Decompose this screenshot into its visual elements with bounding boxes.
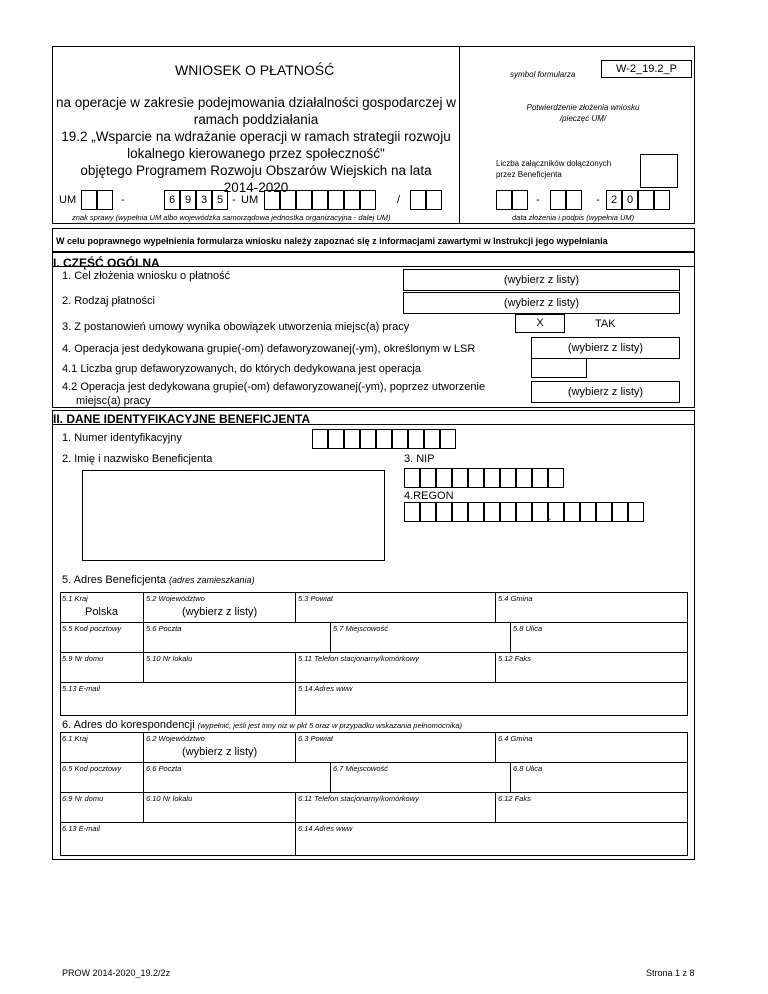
regon-cell[interactable] <box>532 502 548 522</box>
grid-rule <box>60 762 688 763</box>
addr-poczta-label: 5.6 Poczta <box>146 624 182 633</box>
case-cell[interactable] <box>328 190 344 210</box>
subtitle-line: lokalnego kierowanego przez społeczność" <box>127 146 385 161</box>
regon-cell[interactable] <box>452 502 468 522</box>
q1-select[interactable]: (wybierz z listy) <box>403 269 680 291</box>
date-cell[interactable] <box>566 190 582 210</box>
date-cell[interactable]: 2 <box>606 190 622 210</box>
addr-faks-label: 5.12 Faks <box>498 654 531 663</box>
corr-ulica-label: 6.8 Ulica <box>513 764 543 773</box>
corr-tel-label: 6.11 Telefon stacjonarny/komórkowy <box>298 794 419 803</box>
date-cell[interactable]: 0 <box>622 190 638 210</box>
header-divider <box>459 46 460 224</box>
corr-woj-select[interactable]: (wybierz z listy) <box>182 746 258 758</box>
case-cell[interactable] <box>296 190 312 210</box>
corr-heading <box>62 719 462 731</box>
attachments-line: przez Beneficjenta <box>496 170 562 179</box>
nip-cell[interactable] <box>548 468 564 488</box>
date-cell[interactable] <box>496 190 512 210</box>
corr-faks-label: 6.12 Faks <box>498 794 531 803</box>
attachments-line: Liczba załączników dołączonych <box>496 159 612 168</box>
date-dash: - <box>596 194 600 206</box>
address-heading-note: (adres zamieszkania) <box>169 575 255 585</box>
regon-cell[interactable] <box>516 502 532 522</box>
grid-rule <box>330 622 331 652</box>
nip-cell[interactable] <box>500 468 516 488</box>
regon-cell[interactable] <box>596 502 612 522</box>
case-cell[interactable]: 6 <box>164 190 180 210</box>
addr-powiat-label: 5.3 Powiat <box>298 594 334 603</box>
corr-kod-label: 6.5 Kod pocztowy <box>62 764 122 773</box>
corr-dom-label: 6.9 Nr domu <box>62 794 104 803</box>
id-cell[interactable] <box>312 429 328 449</box>
corr-www-label: 6.14 Adres www <box>298 824 353 833</box>
case-cell[interactable] <box>410 190 426 210</box>
section1-title: I. CZĘŚĆ OGÓLNA <box>53 256 160 270</box>
grid-rule <box>295 652 296 716</box>
footer-doc-id: PROW 2014-2020_19.2/2z <box>62 968 171 978</box>
addr-woj-select[interactable]: (wybierz z listy) <box>182 606 258 618</box>
addr-lokal-label: 5.10 Nr lokalu <box>146 654 193 663</box>
case-cell[interactable] <box>360 190 376 210</box>
regon-cell[interactable] <box>484 502 500 522</box>
instruction-text: W celu poprawnego wypełnienia formularza wniosku należy zapoznać się z informacjami zawartymi w Instrukcji jego wypełniania <box>56 236 608 246</box>
addr-miejsc-label: 5.7 Miejscowość <box>333 624 389 633</box>
corr-kraj-label: 6.1 Kraj <box>62 734 88 743</box>
q4-select[interactable]: (wybierz z listy) <box>531 337 680 359</box>
case-cell[interactable] <box>264 190 280 210</box>
case-cell[interactable] <box>344 190 360 210</box>
q3-checkbox[interactable] <box>515 314 565 333</box>
grid-rule <box>60 682 688 683</box>
q42-line: 4.2 Operacja jest dedykowana grupie(-om) defaworyzowanej(-ym), poprzez utworzenie <box>62 381 486 393</box>
case-cell[interactable]: 3 <box>196 190 212 210</box>
corr-heading-text: 6. Adres do korespondencji <box>62 719 195 731</box>
subtitle-line: ramach poddziałania <box>193 112 319 127</box>
addr-www-label: 5.14 Adres www <box>298 684 353 693</box>
confirmation-line: Potwierdzenie złożenia wniosku <box>526 103 640 112</box>
address-heading <box>62 574 255 586</box>
subtitle-line: 2014-2020 <box>223 180 289 195</box>
regon-cell[interactable] <box>404 502 420 522</box>
corr-lokal-label: 6.10 Nr lokalu <box>146 794 193 803</box>
q2-select[interactable]: (wybierz z listy) <box>403 292 680 314</box>
addr-gmina-label: 5.4 Gmina <box>498 594 533 603</box>
addr-woj-label: 5.2 Województwo <box>146 594 205 603</box>
subtitle-line: objętego Programem Rozwoju Obszarów Wiejskich na lata <box>80 163 432 178</box>
s2q1-label: 1. Numer identyfikacyjny <box>62 432 182 444</box>
corr-heading-note: (wypełnić, jeśli jest inny niż w pkt 5 oraz w przypadku wskazania pełnomocnika) <box>197 721 463 730</box>
corr-miejsc-label: 6.7 Miejscowość <box>333 764 389 773</box>
corr-poczta-label: 6.6 Poczta <box>146 764 182 773</box>
grid-rule <box>60 822 688 823</box>
nip-cell[interactable] <box>436 468 452 488</box>
q3-tak: TAK <box>595 318 616 330</box>
nip-cell[interactable] <box>452 468 468 488</box>
grid-rule <box>295 592 296 622</box>
nip-cell[interactable] <box>420 468 436 488</box>
regon-cell[interactable] <box>436 502 452 522</box>
grid-rule <box>295 792 296 856</box>
form-symbol-label: symbol formularza <box>510 70 576 79</box>
case-dash: - <box>121 194 125 206</box>
corr-gmina-label: 6.4 Gmina <box>498 734 533 743</box>
grid-rule <box>60 622 688 623</box>
case-cell[interactable] <box>81 190 97 210</box>
nip-cell[interactable] <box>468 468 484 488</box>
confirmation-line: /pieczęć UM/ <box>559 114 607 123</box>
q41-input[interactable] <box>531 358 587 378</box>
footer-page-number: Strona 1 z 8 <box>646 968 695 978</box>
attachments-label <box>496 158 611 180</box>
regon-dash: - <box>548 514 551 524</box>
date-dash: - <box>536 194 540 206</box>
s2q3-label: 3. NIP <box>404 453 435 465</box>
name-input[interactable] <box>82 470 385 561</box>
id-cell[interactable] <box>440 429 456 449</box>
grid-rule <box>295 732 296 762</box>
q1-label: 1. Cel złożenia wniosku o płatność <box>62 270 231 282</box>
id-cell[interactable] <box>376 429 392 449</box>
case-cell[interactable] <box>280 190 296 210</box>
q42-label <box>62 380 485 408</box>
q3-label: 3. Z postanowień umowy wynika obowiązek utworzenia miejsc(a) pracy <box>62 321 410 333</box>
case-um-label: UM <box>59 194 77 206</box>
id-cell[interactable] <box>344 429 360 449</box>
section2-title-rule <box>52 424 695 425</box>
nip-cell[interactable] <box>516 468 532 488</box>
q4-label: 4. Operacja jest dedykowana grupie(-om) defaworyzowanej(-ym), określonym w LSR <box>62 343 476 355</box>
id-cell[interactable] <box>328 429 344 449</box>
case-cell[interactable]: 5 <box>212 190 228 210</box>
form-symbol: W-2_19.2_P <box>616 63 677 75</box>
addr-kraj-label: 5.1 Kraj <box>62 594 88 603</box>
regon-cell[interactable] <box>628 502 644 522</box>
form-subtitle <box>54 94 458 196</box>
case-cell[interactable]: 9 <box>180 190 196 210</box>
regon-cell[interactable] <box>612 502 628 522</box>
q42-select[interactable]: (wybierz z listy) <box>531 381 680 403</box>
id-cell[interactable] <box>392 429 408 449</box>
addr-kod-label: 5.5 Kod pocztowy <box>62 624 122 633</box>
date-cell[interactable] <box>654 190 670 210</box>
addr-email-label: 5.13 E-mail <box>62 684 100 693</box>
grid-rule <box>495 792 496 822</box>
addr-tel-label: 5.11 Telefon stacjonarny/komórkowy <box>298 654 419 663</box>
section1-title-rule <box>52 266 695 267</box>
subtitle-line: na operacje w zakresie podejmowania działalności gospodarczej w <box>56 95 456 110</box>
id-cell[interactable] <box>424 429 440 449</box>
attachments-count-input[interactable] <box>640 154 678 188</box>
addr-ulica-label: 5.8 Ulica <box>513 624 543 633</box>
grid-rule <box>143 732 144 822</box>
s2q2-label: 2. Imię i nazwisko Beneficjenta <box>62 453 213 465</box>
section2-title: II. DANE IDENTYFIKACYJNE BENEFICJENTA <box>53 412 311 426</box>
date-cell[interactable] <box>638 190 654 210</box>
date-note: data złożenia i podpis (wypełnia UM) <box>512 213 635 222</box>
regon-cell[interactable] <box>580 502 596 522</box>
subtitle-line: 19.2 „Wsparcie na wdrażanie operacji w ramach strategii rozwoju <box>61 129 451 144</box>
q3-check-mark: X <box>536 317 544 329</box>
case-um2-label: UM <box>241 194 259 206</box>
q2-label: 2. Rodzaj płatności <box>62 295 155 307</box>
corr-woj-label: 6.2 Województwo <box>146 734 205 743</box>
nip-cell[interactable] <box>404 468 420 488</box>
nip-cell[interactable] <box>532 468 548 488</box>
grid-rule <box>495 652 496 682</box>
address-heading-text: 5. Adres Beneficjenta <box>62 574 166 586</box>
addr-kraj-value[interactable]: Polska <box>85 606 119 618</box>
date-cell[interactable] <box>550 190 566 210</box>
form-title: WNIOSEK O PŁATNOŚĆ <box>175 62 335 78</box>
corr-powiat-label: 6.3 Powiat <box>298 734 334 743</box>
corr-email-label: 6.13 E-mail <box>62 824 100 833</box>
grid-rule <box>143 592 144 682</box>
q42-line: miejsc(a) pracy <box>76 395 151 407</box>
case-note: znak sprawy (wypełnia UM albo wojewódzka samorządowa jednostka organizacyjna - dalej UM) <box>72 213 391 222</box>
id-cell[interactable] <box>408 429 424 449</box>
grid-rule <box>330 762 331 792</box>
case-dash: - <box>232 194 236 206</box>
regon-cell[interactable] <box>500 502 516 522</box>
q41-label: 4.1 Liczba grup defaworyzowanych, do których dedykowana jest operacja <box>62 363 421 375</box>
grid-rule <box>510 762 511 792</box>
regon-cell[interactable] <box>564 502 580 522</box>
id-cell[interactable] <box>360 429 376 449</box>
grid-rule <box>495 592 496 622</box>
s2q4-label: 4.REGON <box>404 490 454 502</box>
case-cell[interactable] <box>312 190 328 210</box>
confirmation-label <box>480 102 686 124</box>
grid-rule <box>510 622 511 652</box>
grid-rule <box>495 732 496 762</box>
grid-rule <box>60 792 688 793</box>
case-cell[interactable] <box>426 190 442 210</box>
addr-dom-label: 5.9 Nr domu <box>62 654 104 663</box>
regon-cell[interactable] <box>468 502 484 522</box>
regon-cell[interactable] <box>420 502 436 522</box>
case-cell[interactable] <box>97 190 113 210</box>
case-slash: / <box>397 194 401 206</box>
grid-rule <box>60 652 688 653</box>
form-symbol-box <box>601 60 692 78</box>
date-cell[interactable] <box>512 190 528 210</box>
nip-cell[interactable] <box>484 468 500 488</box>
